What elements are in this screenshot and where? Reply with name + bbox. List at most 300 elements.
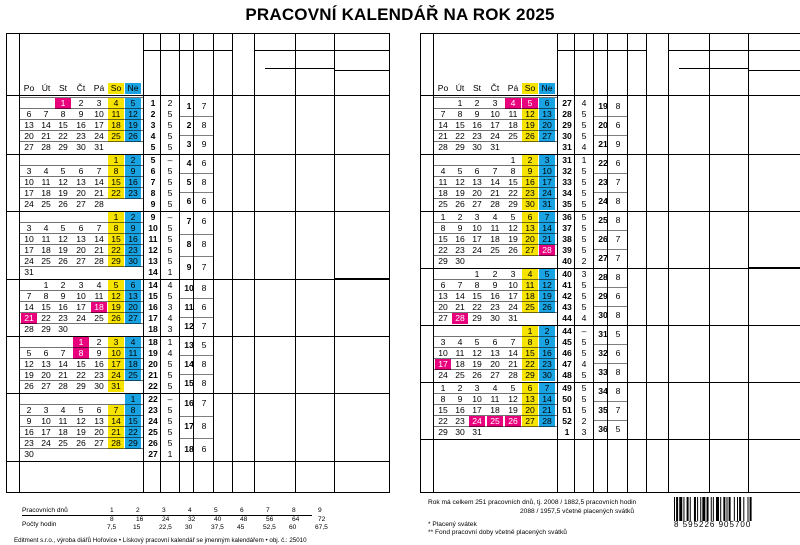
day-cell: 26 [24,381,34,391]
week-days: 5 [581,131,587,141]
day-cell: 12 [58,177,68,187]
day-cell: 1 [108,155,124,166]
day-cell [125,199,141,210]
grid-line [668,50,800,51]
week-number: 14 [148,267,158,277]
day-cell: 12 [508,223,518,233]
day-cell: 18 [490,405,500,415]
day-cell: 25 [58,438,68,448]
hours-table-h1: 32 [188,516,196,523]
decade-number: 29 [598,290,608,301]
day-cell: 28 [539,245,555,256]
day-cell: 3 [474,383,480,393]
day-cell [539,313,555,324]
day-cell: 21 [490,188,500,198]
day-cell: 13 [94,416,104,426]
day-cell: 10 [76,291,86,301]
day-cell: 10 [24,234,34,244]
day-cell [91,449,107,460]
day-cell: 23 [490,302,500,312]
day-cell: 8 [73,348,89,359]
day-cell: 22 [108,245,124,256]
week-number: 18 [148,324,158,334]
decade-days: 8 [201,119,207,130]
decade-number: 6 [186,195,192,206]
day-cell: 13 [522,223,538,234]
decade-days: 8 [201,358,207,369]
week-number: 30 [562,131,572,141]
decade-number: 8 [186,239,192,249]
day-cell: 9 [125,223,141,234]
week-days: 5 [581,120,587,130]
week-number: 20 [148,359,158,369]
week-days: 2 [167,98,173,108]
day-cell: 17 [76,302,86,312]
decade-days: 8 [615,309,621,320]
day-cell: 22 [125,427,141,438]
day-cell: 23 [539,359,555,370]
day-cell: 29 [508,199,518,209]
day-cell: 7 [440,109,446,119]
day-cell: 18 [58,427,68,437]
week-number: 1 [150,98,156,108]
day-cell: 3 [539,155,555,166]
day-cell: 1 [440,383,446,393]
day-cell: 22 [76,370,86,380]
hours-table-days: 6 [240,507,244,514]
day-cell: 15 [108,177,124,188]
day-cell: 27 [490,370,500,380]
day-cell: 2 [96,337,102,347]
day-cell [522,313,538,324]
day-cell: 22 [41,313,51,323]
day-cell: 8 [108,223,124,234]
day-cell: 18 [490,234,500,244]
day-cell: 11 [508,109,518,119]
day-cell: 21 [94,188,104,198]
decade-line [179,374,213,375]
day-cell: 10 [539,166,555,177]
day-cell: 20 [438,302,448,312]
hours-table-days: 8 [292,507,296,514]
day-cell: 20 [472,188,482,198]
hours-table-h1: 24 [162,516,170,523]
day-cell: 31 [539,199,555,210]
grid-line [213,34,214,492]
week-number: 11 [148,234,158,244]
day-cell: 20 [76,188,86,198]
grid-line [334,70,389,71]
legend-fund: ** Fond pracovní doby včetně placených svátků [428,529,567,536]
decade-number: 30 [598,309,608,320]
week-days: 5 [167,120,173,130]
day-cell: 26 [505,416,521,427]
week-days: 5 [167,291,173,301]
day-cell: 15 [108,234,124,245]
day-cell: 19 [58,188,68,198]
week-days: 5 [581,223,587,233]
day-cell: 23 [455,245,465,255]
week-days: 1 [167,337,173,347]
week-number: 31 [562,155,572,165]
day-cell: 26 [76,438,86,448]
day-cell: 25 [438,199,448,209]
grid-line [433,34,434,492]
day-cell: 14 [108,416,124,427]
week-number: 12 [148,245,158,255]
weekday-label: So [522,83,538,94]
weekday-label: Ne [125,83,141,94]
day-cell: 7 [539,212,555,223]
week-days: 4 [167,348,173,358]
page-title: PRACOVNÍ KALENDÁŘ NA ROK 2025 [245,5,555,24]
day-cell: 10 [108,348,124,359]
week-number: 52 [562,416,572,426]
month-separator [7,461,389,462]
day-cell: 16 [472,120,482,130]
day-cell: 18 [455,359,465,369]
day-cell: 11 [125,348,141,359]
year-summary-2: 2088 / 1957,5 včetně placených svátků [520,508,635,515]
day-cell: 19 [76,427,86,437]
day-cell: 25 [487,416,503,427]
grid-line [254,34,255,492]
day-cell [91,267,107,278]
decade-number: 15 [184,377,194,388]
day-cell: 6 [539,98,555,109]
week-days: 5 [581,337,587,347]
footer-label-days: Pracovních dnů [22,507,68,514]
week-days: – [581,326,587,336]
week-days: 2 [581,416,587,426]
day-cell: 4 [108,98,124,109]
day-cell: 2 [60,280,66,290]
decade-line [179,355,213,356]
weekday-label: Po [23,83,35,93]
day-cell: 15 [76,359,86,369]
hours-table-days: 9 [318,507,322,514]
day-cell: 12 [539,280,555,291]
decade-days: 8 [615,271,621,282]
day-cell [469,256,485,267]
day-cell: 19 [58,245,68,255]
day-cell [125,267,141,278]
day-cell: 11 [522,280,538,291]
decade-number: 9 [186,261,192,272]
quarter-line [748,267,800,268]
day-cell: 13 [76,234,86,244]
grid-line [334,34,335,492]
day-cell: 26 [522,131,538,142]
day-cell: 6 [43,348,49,358]
day-cell: 16 [125,177,141,188]
day-cell: 6 [522,212,538,223]
day-cell: 2 [539,326,555,337]
week-days: 5 [581,199,587,209]
day-cell: 23 [522,188,538,199]
day-cell: 25 [522,302,538,313]
day-cell: 5 [108,280,124,291]
day-cell: 2 [78,98,84,108]
day-cell: 13 [24,120,34,130]
decade-line [593,173,627,174]
day-cell: 3 [26,166,32,176]
decade-number: 34 [598,385,608,396]
day-cell: 8 [43,291,49,301]
day-cell: 16 [539,348,555,359]
week-number: 31 [562,142,572,152]
week-days: 5 [167,370,173,380]
decade-days: 9 [615,138,621,149]
day-cell: 26 [455,199,465,209]
grid-line [7,95,389,96]
week-number: 48 [562,370,572,380]
day-cell: 9 [539,337,555,348]
decade-line [179,135,213,136]
week-number: 6 [150,166,156,176]
day-cell: 8 [510,166,516,176]
day-cell [487,427,503,438]
day-cell: 16 [455,405,465,415]
calendar-panel-right [420,33,800,493]
decade-days: 8 [615,195,621,206]
day-cell: 1 [457,98,463,108]
day-cell: 5 [510,383,516,393]
week-number: 29 [562,120,572,130]
day-cell: 20 [76,245,86,255]
decade-days: 8 [615,366,621,377]
day-cell: 1 [43,280,49,290]
hours-table-days: 4 [188,507,192,514]
hours-table-h1: 8 [110,516,114,523]
week-number: 23 [148,405,158,415]
decade-number: 5 [186,176,192,187]
day-cell: 24 [41,438,51,448]
grid-line [254,50,389,51]
day-cell: 5 [60,223,66,233]
day-cell: 21 [508,359,518,369]
day-cell: 28 [24,324,34,334]
decade-number: 25 [598,214,608,225]
day-cell: 6 [492,337,498,347]
day-cell: 19 [125,120,141,131]
day-cell: 20 [539,120,555,131]
hours-table-days: 1 [110,507,114,514]
week-number: 28 [562,109,572,119]
week-days: 5 [167,256,173,266]
day-cell: 21 [108,427,124,438]
hours-table-h2: 60 [289,524,297,531]
day-cell: 5 [78,405,84,415]
day-cell [73,267,89,278]
day-cell: 17 [508,291,518,301]
weekday-label: St [58,83,68,93]
day-cell: 25 [94,313,104,323]
day-cell: 3 [474,212,480,222]
day-cell: 20 [125,302,141,313]
day-cell: 29 [438,427,448,437]
day-cell [505,427,521,438]
day-cell: 15 [522,348,538,359]
day-cell: 15 [438,405,448,415]
decade-line [179,416,213,417]
week-days: – [167,155,173,165]
day-cell [38,267,54,278]
day-cell: 14 [58,359,68,369]
decade-number: 2 [186,119,192,130]
decade-days: 8 [201,377,207,388]
day-cell: 25 [508,131,518,141]
day-cell: 1 [510,155,516,165]
decade-days: 8 [201,176,207,187]
day-cell: 26 [58,199,68,209]
day-cell: 7 [539,383,555,394]
month-separator [421,439,800,440]
day-cell: 21 [455,302,465,312]
decade-number: 35 [598,404,608,415]
week-number: 40 [562,256,572,266]
day-cell: 4 [43,166,49,176]
day-cell: 5 [457,166,463,176]
weekday-label: Pá [507,83,519,93]
day-cell: 1 [108,212,124,223]
week-number: 27 [148,449,158,459]
decade-days: 7 [615,404,621,415]
day-cell: 30 [522,199,538,210]
week-days: 5 [581,166,587,176]
hours-table-days: 2 [136,507,140,514]
week-number: 1 [564,427,570,437]
day-cell: 8 [60,109,66,119]
day-cell: 13 [125,291,141,302]
week-number: 34 [562,188,572,198]
day-cell: 21 [94,245,104,255]
week-days: 5 [167,223,173,233]
decade-number: 13 [184,339,194,350]
decade-days: 7 [615,176,621,187]
day-cell: 26 [508,245,518,255]
day-cell: 13 [76,177,86,187]
grid-line [421,95,800,96]
week-days: 5 [167,438,173,448]
decade-number: 14 [184,358,194,369]
day-cell: 7 [510,337,516,347]
day-cell: 11 [108,109,124,120]
day-cell: 1 [440,212,446,222]
day-cell: 27 [24,142,34,152]
day-cell: 1 [474,269,480,279]
day-cell: 5 [539,269,555,280]
day-cell: 24 [94,131,104,141]
day-cell: 31 [508,313,518,323]
day-cell: 22 [108,188,124,199]
week-days: 4 [167,313,173,323]
day-cell: 10 [472,394,482,404]
day-cell: 29 [76,381,86,391]
day-cell: 23 [455,416,465,426]
decade-line [179,438,213,439]
week-number: 44 [562,313,572,323]
decade-line [179,192,213,193]
day-cell: 7 [26,291,32,301]
grid-line [627,34,628,492]
day-cell: 8 [125,405,141,416]
week-number: 42 [562,291,572,301]
day-cell: 14 [539,223,555,234]
day-cell: 19 [508,234,518,244]
week-number: 43 [562,302,572,312]
day-cell: 8 [108,166,124,177]
week-number: 27 [562,98,572,108]
day-cell: 12 [108,291,124,302]
day-cell: 4 [125,337,141,348]
decade-number: 33 [598,366,608,377]
grid-line [748,34,749,492]
week-days: 1 [167,449,173,459]
day-cell: 1 [55,98,71,109]
day-cell: 11 [94,291,104,301]
day-cell: 24 [76,313,86,323]
week-days: 4 [167,280,173,290]
day-cell: 4 [522,269,538,280]
decade-days: 6 [615,119,621,130]
day-cell: 29 [41,324,51,334]
week-number: 40 [562,269,572,279]
day-cell: 26 [539,302,555,313]
day-cell: 3 [78,280,84,290]
day-cell: 9 [125,166,141,177]
week-number: 5 [150,155,156,165]
grid-line [557,50,646,51]
day-cell: 14 [94,177,104,187]
day-cell: 6 [78,166,84,176]
decade-days: 5 [201,339,207,350]
day-cell: 30 [24,449,34,459]
hours-table-h1: 16 [136,516,144,523]
day-cell: 2 [125,155,141,166]
day-cell: 4 [43,223,49,233]
day-cell: 14 [24,302,34,312]
decade-line [593,230,627,231]
day-cell: 3 [43,405,49,415]
week-number: 49 [562,383,572,393]
day-cell: 9 [457,223,463,233]
decade-days: 8 [615,214,621,225]
day-cell: 7 [96,166,102,176]
day-cell: 23 [125,188,141,199]
day-cell: 25 [41,199,51,209]
day-cell: 17 [472,405,482,415]
hours-table-h2: 52,5 [263,524,276,531]
day-cell: 31 [490,142,500,152]
day-cell [55,449,71,460]
decade-number: 26 [598,233,608,244]
day-cell: 8 [522,337,538,348]
day-cell: 18 [41,188,51,198]
day-cell: 1 [522,326,538,337]
decade-line [179,317,213,318]
quarter-line [334,278,389,279]
week-days: 5 [581,245,587,255]
weekday-label: Út [41,83,51,93]
day-cell: 17 [24,188,34,198]
day-cell: 6 [522,383,538,394]
day-cell: 1 [73,337,89,348]
day-cell: 23 [58,313,68,323]
day-cell: 8 [474,280,480,290]
decade-number: 4 [186,157,192,168]
decade-number: 20 [598,119,608,130]
